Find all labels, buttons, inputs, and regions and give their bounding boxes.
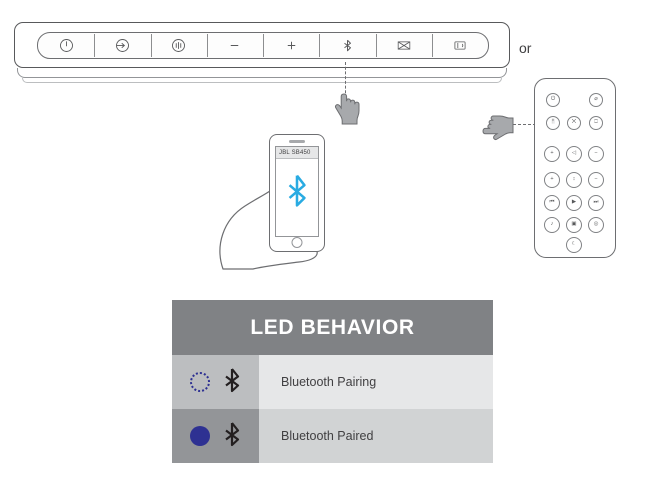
filled-circle-icon <box>190 426 210 446</box>
soundbar-volume-down-button[interactable] <box>207 32 263 59</box>
phone-speaker <box>289 140 305 143</box>
phone-home-button[interactable] <box>292 237 303 248</box>
power-icon <box>59 38 74 53</box>
bluetooth-icon <box>340 38 355 53</box>
led-row-label: Bluetooth Pairing <box>281 375 377 389</box>
smartphone[interactable] <box>269 134 325 252</box>
table-row <box>172 409 493 463</box>
remote-key-power[interactable]: ⏻ <box>546 93 560 107</box>
minus-icon <box>227 38 242 53</box>
remote-key-volume-down[interactable]: − <box>588 146 604 162</box>
mute-icon <box>171 38 186 53</box>
remote-key-bass-down[interactable]: − <box>588 172 604 188</box>
soundbar-button-strip <box>37 32 489 59</box>
soundbar-hdmi-button[interactable] <box>432 32 488 59</box>
soundbar-edge <box>17 68 507 78</box>
remote-key-night-mode[interactable]: ☾ <box>566 237 582 253</box>
remote-key-previous[interactable]: ⏮ <box>544 195 560 211</box>
source-input-icon <box>115 38 130 53</box>
soundbar-bluetooth-button[interactable] <box>319 32 375 59</box>
table-row <box>172 355 493 409</box>
hand-holding-phone <box>205 128 355 278</box>
remote-control <box>534 78 616 258</box>
soundbar-power-button[interactable] <box>38 32 94 59</box>
soundbar-base-edge <box>22 78 502 83</box>
led-table-header: LED BEHAVIOR <box>172 300 493 355</box>
led-behavior-table <box>172 300 493 463</box>
remote-key-play-pause[interactable]: ▶ <box>566 195 582 211</box>
led-row-label: Bluetooth Paired <box>281 429 374 443</box>
remote-key-hdmi[interactable]: ⎕ <box>589 116 603 130</box>
remote-key-mute[interactable]: ⌀ <box>589 93 603 107</box>
remote-key-bass-up[interactable]: + <box>544 172 560 188</box>
or-label: or <box>519 40 532 56</box>
dashed-circle-icon <box>190 372 210 392</box>
remote-key-next[interactable]: ⏭ <box>588 195 604 211</box>
remote-key-movie-mode[interactable]: ▣ <box>566 217 582 233</box>
plus-icon <box>284 38 299 53</box>
soundbar-mute-button[interactable] <box>151 32 207 59</box>
remote-bluetooth-pointer <box>480 112 514 147</box>
remote-key-treble[interactable]: ↕ <box>566 172 582 188</box>
bluetooth-icon <box>286 174 308 213</box>
remote-key-music-mode[interactable]: ♪ <box>544 217 560 233</box>
hdmi-arc-icon <box>452 38 468 53</box>
pointing-hand-icon <box>480 129 514 146</box>
surround-sound-icon <box>396 38 412 53</box>
soundbar-surround-button[interactable] <box>376 32 432 59</box>
bluetooth-icon <box>223 421 241 452</box>
bluetooth-icon <box>223 367 241 398</box>
remote-key-voice-mode[interactable]: ◎ <box>588 217 604 233</box>
remote-key-volume-up[interactable]: + <box>544 146 560 162</box>
soundbar-bluetooth-pointer <box>333 92 363 131</box>
led-state-icons <box>172 409 259 463</box>
soundbar-volume-up-button[interactable] <box>263 32 319 59</box>
soundbar-source-button[interactable] <box>94 32 150 59</box>
remote-key-surround[interactable]: ⨉ <box>567 116 581 130</box>
remote-key-bluetooth[interactable]: ᛗ <box>546 116 560 130</box>
remote-key-volume-ctr[interactable]: ◁ <box>566 146 582 162</box>
led-state-icons <box>172 355 259 409</box>
soundbar-body <box>14 22 510 68</box>
phone-screen[interactable] <box>275 146 319 237</box>
soundbar <box>14 22 510 84</box>
phone-device-name: JBL SB450 <box>276 147 318 159</box>
